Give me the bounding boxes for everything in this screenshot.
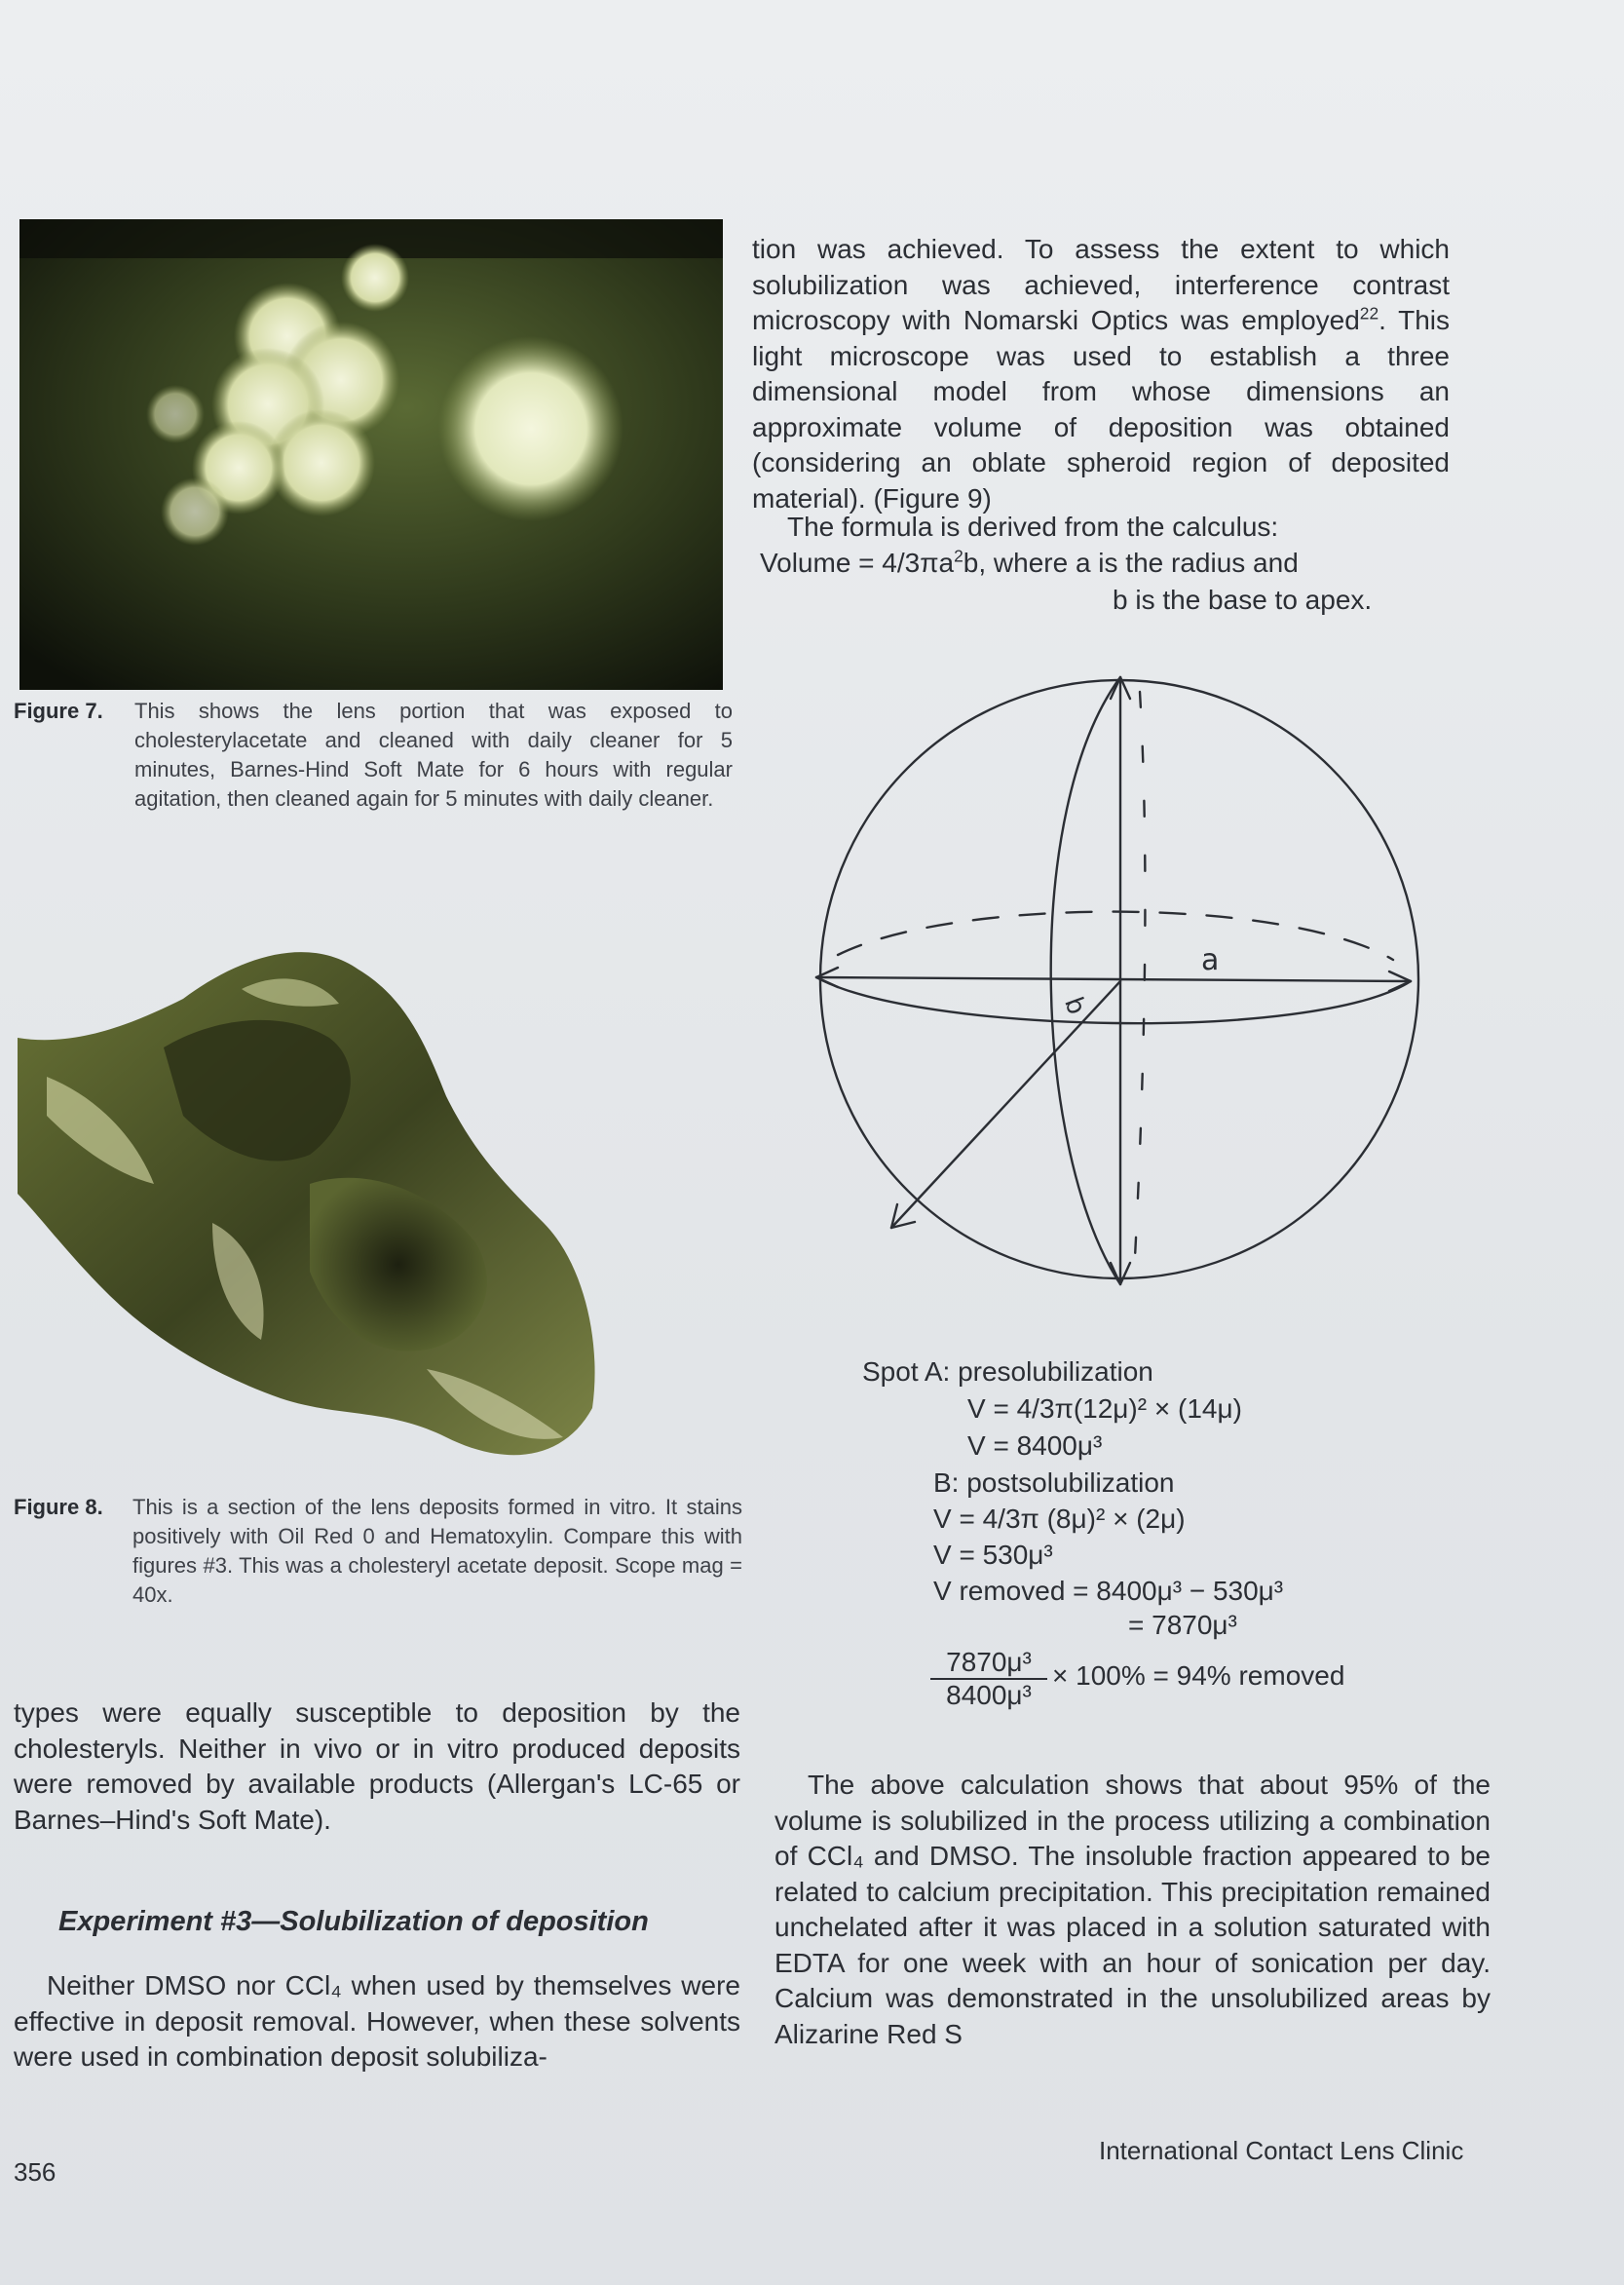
figure-8-caption: [14, 1493, 742, 1610]
diameter-line: [816, 977, 1411, 981]
spot-a-volume-formula: V = 4/3π(12μ)² × (14μ): [967, 1393, 1242, 1424]
label-a: a: [1201, 943, 1220, 977]
right-column-paragraph-2: [774, 1768, 1491, 2052]
formula-line-2: b is the base to apex.: [1113, 585, 1373, 615]
left-column-paragraph-2: [14, 1968, 740, 2076]
figure-7-caption: [14, 697, 733, 814]
fraction-numerator: 7870μ³: [930, 1647, 1047, 1680]
figure-8-label: Figure 8.: [14, 1495, 103, 1519]
volume-removed-result: = 7870μ³: [1128, 1610, 1237, 1640]
label-b: b: [1058, 993, 1092, 1019]
left-para-2: Neither DMSO nor CCl₄ when used by themselves were effective in deposit removal. However, when these solvents were used in combination deposit solubiliza-: [14, 1970, 740, 2072]
left-column-paragraph-1: [14, 1695, 740, 1838]
journal-name: International Contact Lens Clinic: [1099, 2136, 1464, 2165]
right-column-paragraph-1: [752, 232, 1450, 516]
figure-7-label: Figure 7.: [14, 699, 103, 723]
spot-b-volume-formula: V = 4/3π (8μ)² × (2μ): [933, 1504, 1186, 1534]
percent-fraction: [930, 1647, 1047, 1711]
equator-front-arc: [816, 977, 1411, 1023]
page-number: 356: [14, 2157, 57, 2187]
figure-7-micrograph: [19, 219, 723, 690]
percent-removed: × 100% = 94% removed: [1052, 1660, 1345, 1691]
spot-a-label: Spot A: presolubilization: [862, 1356, 1153, 1387]
figure-8-caption-text: This is a section of the lens deposits formed in vitro. It stains positively with Oil Red 0 and Hematoxylin. Compare this with figures #3. This was a cholesteryl acetate deposit. Scope mag = 40x.: [132, 1495, 742, 1607]
formula-intro: The formula is derived from the calculus:: [787, 512, 1279, 542]
figure-7-caption-text: This shows the lens portion that was exposed to cholesterylacetate and cleaned with daily cleaner for 5 minutes, Barnes-Hind Soft Mate for 6 hours with regular agitation, then cleaned again for 5 minutes with daily cleaner.: [134, 699, 733, 811]
left-para-1: types were equally susceptible to deposition by the cholesteryls. Neither in vivo or in vitro produced deposits were removed by available products (Allergan's LC-65 or Barnes–Hind's Soft Mate).: [14, 1697, 740, 1835]
volume-removed-line: V removed = 8400μ³ − 530μ³: [933, 1576, 1284, 1606]
equator-back-arc: [838, 912, 1393, 960]
right-para-2: The above calculation shows that about 95% of the volume is solubilized in the process utilizing a combination of CCl₄ and DMSO. The insoluble fraction appeared to be related to calcium precipitation. This precipitation remained unchelated after it was placed in a solution saturated with EDTA for one week with an hour of sonication per day. Calcium was demonstrated in the unsolubilized areas by Alizarine Red S: [774, 1770, 1491, 2049]
right-para-1: tion was achieved. To assess the extent to which solubilization was achieved, interference contrast microscopy with Nomarski Optics was employed$^{22}$. This light microscope was used to establish a three dimensional model from whose dimensions an approximate volume of deposition was obtained (considering an oblate spheroid region of deposited material). (Figure 9): [752, 234, 1451, 514]
back-vertical-dashed: [1135, 692, 1145, 1257]
fraction-denominator: 8400μ³: [946, 1680, 1032, 1710]
spot-b-label: B: postsolubilization: [933, 1467, 1175, 1498]
reference-22: 22: [1359, 303, 1379, 324]
formula-line: Volume = $4/3\pi a^2b$, where a is the radius and: [760, 546, 1299, 578]
experiment-3-heading: Experiment #3—Solubilization of deposition: [58, 1906, 649, 1937]
meridian-arc: [1051, 677, 1120, 1284]
figure-8-micrograph: [18, 931, 626, 1476]
figure-9-sphere-diagram: [799, 663, 1422, 1296]
spot-a-volume: V = 8400μ³: [967, 1430, 1103, 1461]
spot-b-volume: V = 530μ³: [933, 1540, 1053, 1570]
